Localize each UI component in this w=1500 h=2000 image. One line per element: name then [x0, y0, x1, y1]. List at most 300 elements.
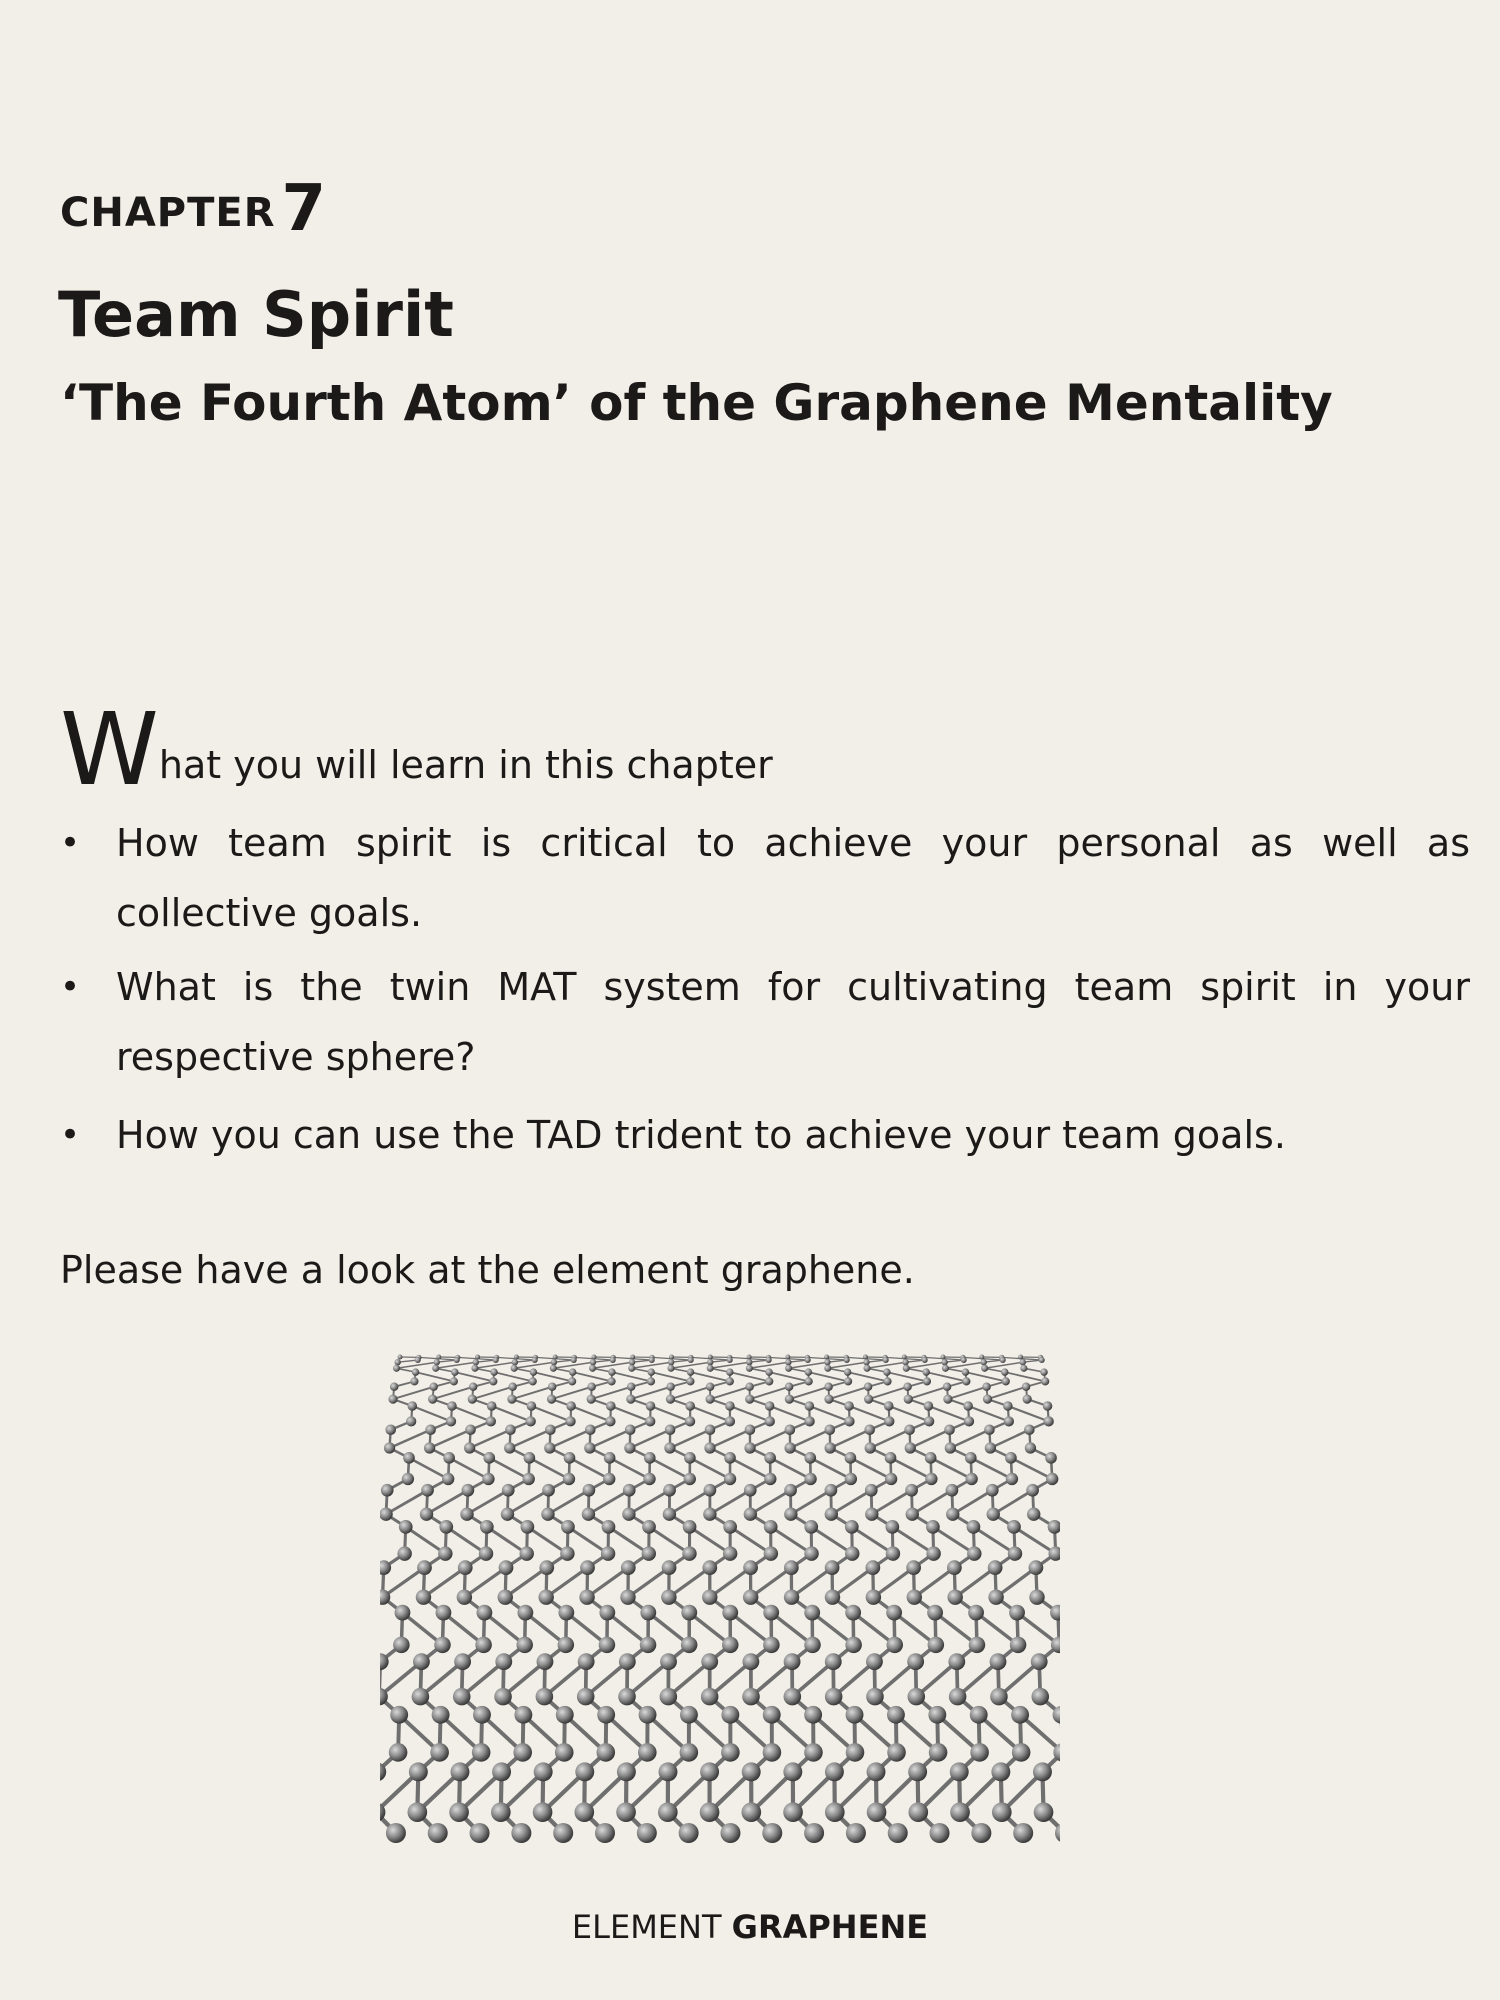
lattice-atom — [1000, 1357, 1006, 1363]
lattice-bond — [945, 1362, 983, 1368]
lattice-atom — [1043, 1401, 1053, 1411]
lattice-atom — [846, 1706, 864, 1724]
lattice-bond — [510, 1430, 551, 1448]
lattice-bond — [533, 1372, 572, 1381]
lattice-atom — [784, 1484, 797, 1497]
lattice-atom — [659, 1762, 678, 1781]
lattice-bond — [950, 1430, 989, 1448]
lattice-atom — [962, 1377, 970, 1385]
lattice-atom — [502, 1484, 515, 1497]
lattice-atom — [1025, 1442, 1036, 1453]
lattice-atom — [765, 1401, 775, 1411]
lattice-atom — [566, 1401, 576, 1411]
lattice-atom — [928, 1706, 946, 1724]
lattice-bond — [470, 1430, 511, 1448]
lattice-bond — [632, 1362, 671, 1368]
lattice-bond — [848, 1372, 888, 1381]
lattice-atom — [765, 1368, 772, 1375]
chapter-subtitle: ‘The Fourth Atom’ of the Graphene Mentality — [60, 374, 1333, 432]
bullet-icon: • — [60, 1115, 81, 1155]
list-item — [60, 952, 1470, 1098]
lattice-atom — [744, 1507, 757, 1520]
lattice-atom — [469, 1383, 477, 1391]
figure-caption — [0, 1908, 1500, 1946]
lattice-atom — [472, 1743, 491, 1762]
lattice-atom — [1004, 1416, 1014, 1426]
lattice-atom — [950, 1802, 970, 1822]
lattice-atom — [564, 1452, 576, 1464]
lattice-atom — [680, 1743, 699, 1762]
lattice-atom — [745, 1424, 756, 1435]
lattice-atom — [722, 1637, 739, 1654]
lattice-atom — [962, 1368, 969, 1375]
lattice-atom — [991, 1762, 1010, 1781]
lattice-atom — [784, 1560, 799, 1575]
lattice-atom — [475, 1637, 492, 1654]
lattice-atoms — [380, 1355, 1060, 1844]
lattice-bond — [931, 1458, 972, 1479]
lattice-atom — [388, 1395, 397, 1404]
lattice-atom — [415, 1357, 421, 1363]
lattice-bond — [512, 1387, 552, 1399]
lattice-atom — [439, 1520, 453, 1534]
lattice-bond — [872, 1490, 912, 1514]
lattice-atom — [947, 1560, 962, 1575]
lattice-atom — [663, 1484, 676, 1497]
lattice-bond — [750, 1387, 789, 1399]
lattice-atom — [417, 1560, 432, 1575]
lattice-atom — [436, 1605, 452, 1621]
lattice-atom — [428, 1823, 448, 1843]
lattice-atom — [473, 1359, 479, 1365]
lattice-bond — [527, 1527, 567, 1554]
lattice-atom — [766, 1357, 772, 1363]
lattice-atom — [493, 1357, 499, 1363]
lattice-atom — [623, 1484, 636, 1497]
lattice-atom — [482, 1473, 494, 1485]
lattice-atom — [680, 1706, 698, 1724]
lattice-atom — [640, 1637, 657, 1654]
lattice-atom — [866, 1688, 884, 1706]
lattice-atom — [498, 1589, 513, 1604]
lattice-atom — [764, 1473, 776, 1485]
lattice-atom — [885, 1452, 897, 1464]
lattice-atom — [886, 1546, 900, 1560]
lattice-atom — [638, 1743, 657, 1762]
lattice-atom — [521, 1520, 535, 1534]
lattice-atom — [580, 1560, 595, 1575]
lattice-atom — [703, 1507, 716, 1520]
lattice-atom — [574, 1802, 594, 1822]
lattice-atom — [763, 1706, 781, 1724]
lattice-atom — [545, 1424, 556, 1435]
lattice-bond — [948, 1387, 987, 1399]
lattice-atom — [537, 1653, 554, 1670]
lattice-atom — [390, 1706, 408, 1724]
lattice-bond — [514, 1362, 554, 1368]
lattice-atom — [453, 1688, 471, 1706]
lattice-bond — [553, 1362, 593, 1368]
lattice-atom — [746, 1359, 752, 1365]
lattice-atom — [985, 1442, 996, 1453]
lattice-atom — [667, 1365, 674, 1372]
lattice-atom — [666, 1383, 674, 1391]
lattice-atom — [679, 1823, 699, 1843]
lattice-atom — [883, 1377, 891, 1385]
lattice-atom — [538, 1589, 553, 1604]
lattice-atom — [489, 1377, 497, 1385]
lattice-atom — [560, 1546, 574, 1560]
lattice-atom — [1048, 1520, 1060, 1534]
lattice-bond — [912, 1490, 952, 1514]
lattice-bond — [430, 1430, 471, 1448]
lattice-bond — [669, 1490, 710, 1514]
lattice-atom — [591, 1355, 596, 1360]
lattice-atom — [1031, 1688, 1049, 1706]
lattice-bond — [588, 1490, 629, 1514]
lattice-bond — [393, 1387, 434, 1399]
lattice-atom — [618, 1688, 636, 1706]
lattice-atom — [925, 1452, 937, 1464]
lattice-atom — [930, 1823, 950, 1843]
lattice-atom — [599, 1637, 616, 1654]
lattice-atom — [1027, 1507, 1040, 1520]
lattice-atom — [884, 1416, 894, 1426]
lattice-atom — [742, 1762, 761, 1781]
lattice-atom — [403, 1452, 415, 1464]
lattice-atom — [804, 1637, 821, 1654]
lattice-atom — [1005, 1452, 1017, 1464]
lattice-atom — [825, 1507, 838, 1520]
lattice-atom — [408, 1401, 418, 1411]
lattice-atom — [845, 1473, 857, 1485]
lattice-atom — [929, 1743, 948, 1762]
lattice-bond — [887, 1372, 927, 1381]
lattice-atom — [561, 1520, 575, 1534]
lattice-atom — [784, 1589, 799, 1604]
lattice-bond — [985, 1362, 1023, 1368]
lattice-atom — [762, 1823, 782, 1843]
lattice-atom — [903, 1383, 911, 1391]
lattice-bond — [750, 1490, 790, 1514]
lattice-atom — [536, 1688, 554, 1706]
lattice-bond — [906, 1362, 944, 1368]
lattice-atom — [451, 1368, 458, 1375]
lattice-bond — [691, 1372, 730, 1381]
lattice-atom — [583, 1484, 596, 1497]
lattice-atom — [924, 1401, 934, 1411]
lattice-atom — [381, 1484, 394, 1497]
lattice-atom — [863, 1355, 868, 1360]
lattice-atom — [845, 1546, 859, 1560]
lattice-atom — [804, 1452, 816, 1464]
lattice-atom — [1033, 1762, 1052, 1781]
lattice-atom — [681, 1637, 698, 1654]
lattice-atom — [487, 1401, 497, 1411]
lattice-atom — [642, 1546, 656, 1560]
lattice-atom — [449, 1802, 469, 1822]
lattice-bond — [455, 1372, 493, 1381]
lattice-atom — [596, 1743, 615, 1762]
lattice-atom — [625, 1424, 636, 1435]
lattice-atom — [941, 1359, 947, 1365]
lattice-atom — [644, 1452, 656, 1464]
lattice-atom — [721, 1743, 740, 1762]
lattice-bond — [492, 1406, 531, 1421]
lattice-atom — [1045, 1452, 1057, 1464]
lattice-atom — [553, 1355, 558, 1360]
lattice-atom — [457, 1589, 472, 1604]
lattice-bond — [993, 1490, 1032, 1514]
lattice-atom — [569, 1368, 576, 1375]
lattice-atom — [825, 1688, 843, 1706]
chapter-title: Team Spirit — [58, 278, 454, 351]
lattice-atom — [964, 1416, 974, 1426]
lattice-atom — [438, 1546, 452, 1560]
lattice-atom — [507, 1395, 516, 1404]
lattice-bond — [591, 1387, 631, 1399]
lattice-atom — [1040, 1368, 1047, 1375]
lattice-atom — [745, 1395, 754, 1404]
lattice-bond — [611, 1406, 650, 1421]
lattice-atom — [597, 1706, 615, 1724]
lattice-atom — [621, 1560, 636, 1575]
lattice-atom — [722, 1605, 738, 1621]
lattice-atom — [783, 1802, 803, 1822]
lattice-atom — [601, 1546, 615, 1560]
lattice-atom — [784, 1442, 795, 1453]
lattice-atom — [923, 1377, 931, 1385]
lattice-bond — [412, 1406, 451, 1421]
lattice-atom — [424, 1442, 435, 1453]
lattice-bond — [790, 1430, 830, 1448]
lattice-atom — [511, 1365, 518, 1372]
lattice-atom — [627, 1383, 635, 1391]
lattice-atom — [845, 1605, 861, 1621]
lattice-atom — [460, 1507, 473, 1520]
lattice-bond — [910, 1430, 949, 1448]
bullet-icon: • — [60, 823, 81, 863]
lattice-atom — [765, 1377, 773, 1385]
lattice-bond — [928, 1406, 969, 1421]
lattice-atom — [605, 1416, 615, 1426]
lattice-atom — [450, 1377, 458, 1385]
lattice-atom — [584, 1442, 595, 1453]
lattice-atom — [413, 1653, 430, 1670]
lattice-atom — [385, 1424, 396, 1435]
lattice-atom — [725, 1401, 735, 1411]
lattice-atom — [575, 1762, 594, 1781]
chapter-number: 7 — [281, 172, 328, 246]
lattice-atom — [681, 1605, 697, 1621]
lattice-bond — [870, 1430, 909, 1448]
lattice-atom — [587, 1395, 596, 1404]
lattice-atom — [902, 1359, 908, 1365]
lattice-atom — [429, 1383, 437, 1391]
lattice-atom — [707, 1359, 713, 1365]
bullet-text: What is the twin MAT system for cultivating team spirit in your respective sphere? — [116, 965, 1470, 1079]
lattice-atom — [1010, 1637, 1027, 1654]
lattice-atom — [393, 1365, 400, 1372]
lattice-atom — [701, 1653, 718, 1670]
lattice-bond — [891, 1458, 932, 1479]
lattice-atom — [1023, 1395, 1032, 1404]
lattice-atom — [606, 1401, 616, 1411]
lattice-bond — [926, 1372, 966, 1381]
lattice-atom — [436, 1355, 441, 1360]
lattice-atom — [639, 1706, 657, 1724]
lattice-atom — [568, 1377, 576, 1385]
lattice-atom — [805, 1377, 813, 1385]
lattice-atom — [922, 1357, 928, 1363]
lattice-atom — [923, 1368, 930, 1375]
lattice-atom — [845, 1452, 857, 1464]
lattice-atom — [1001, 1368, 1008, 1375]
lattice-atom — [629, 1359, 635, 1365]
lattice-atom — [844, 1368, 851, 1375]
lattice-atom — [742, 1653, 759, 1670]
intro-line — [60, 691, 773, 808]
lattice-atom — [432, 1365, 439, 1372]
lattice-atom — [785, 1365, 792, 1372]
lattice-bond — [710, 1490, 750, 1514]
lattice-atom — [984, 1424, 995, 1435]
lattice-bond — [988, 1387, 1027, 1399]
caption-prefix: ELEMENT — [571, 1908, 722, 1946]
lattice-atom — [599, 1605, 615, 1621]
lattice-atom — [447, 1401, 457, 1411]
lattice-atom — [649, 1357, 655, 1363]
lattice-atom — [744, 1442, 755, 1453]
lattice-atom — [658, 1802, 678, 1822]
lattice-atom — [706, 1383, 714, 1391]
lattice-atom — [888, 1823, 908, 1843]
lattice-atom — [904, 1424, 915, 1435]
lattice-atom — [844, 1401, 854, 1411]
lattice-atom — [845, 1520, 859, 1534]
list-item — [60, 808, 1470, 950]
lattice-atom — [407, 1802, 427, 1822]
lattice-atom — [967, 1520, 981, 1534]
lattice-atom — [397, 1546, 411, 1560]
lattice-atom — [783, 1762, 802, 1781]
lattice-atom — [393, 1637, 410, 1654]
lattice-atom — [527, 1401, 537, 1411]
lattice-atom — [590, 1359, 596, 1365]
lattice-atom — [866, 1653, 883, 1670]
lattice-atom — [470, 1823, 490, 1843]
lattice-bond — [750, 1430, 790, 1448]
lattice-atom — [825, 1653, 842, 1670]
lattice-atom — [705, 1424, 716, 1435]
lattice-atom — [434, 1637, 451, 1654]
lattice-atom — [946, 1484, 959, 1497]
bullet-text: How team spirit is critical to achieve your personal as well as collective goals. — [116, 821, 1470, 935]
lattice-bond — [416, 1372, 454, 1381]
lattice-atom — [544, 1442, 555, 1453]
lattice-atom — [990, 1653, 1007, 1670]
lattice-atom — [505, 1424, 516, 1435]
lattice-atom — [947, 1589, 962, 1604]
lattice-atom — [398, 1355, 403, 1360]
lattice-atom — [992, 1802, 1012, 1822]
lattice-atom — [516, 1637, 533, 1654]
lattice-atom — [558, 1637, 575, 1654]
lattice-atom — [944, 1424, 955, 1435]
lattice-atom — [865, 1442, 876, 1453]
lattice-atom — [824, 1383, 832, 1391]
lattice-atom — [526, 1416, 536, 1426]
lattice-atom — [1026, 1484, 1039, 1497]
lattice-bond — [749, 1362, 788, 1368]
lattice-atom — [514, 1355, 519, 1360]
lattice-atom — [785, 1424, 796, 1435]
lattice-atom — [442, 1473, 454, 1485]
lattice-atom — [846, 1823, 866, 1843]
lattice-atom — [965, 1452, 977, 1464]
lattice-atom — [844, 1357, 850, 1363]
lattice-atom — [763, 1605, 779, 1621]
lattice-atom — [1020, 1365, 1027, 1372]
lattice-atom — [1018, 1355, 1023, 1360]
lattice-bond — [730, 1527, 771, 1554]
lattice-atom — [386, 1823, 406, 1843]
lattice-atom — [946, 1507, 959, 1520]
lattice-bond — [608, 1527, 648, 1554]
lattice-bond — [791, 1490, 831, 1514]
lattice-atom — [804, 1473, 816, 1485]
lattice-atom — [704, 1442, 715, 1453]
lattice-atom — [603, 1473, 615, 1485]
lattice-atom — [884, 1401, 894, 1411]
lattice-atom — [720, 1823, 740, 1843]
lattice-atom — [410, 1377, 418, 1385]
lattice-bond — [1005, 1372, 1045, 1381]
lattice-atom — [824, 1365, 831, 1372]
lattice-bond — [590, 1430, 630, 1448]
lattice-atom — [1012, 1743, 1031, 1762]
lattice-atom — [454, 1357, 460, 1363]
chapter-label: CHAPTER — [60, 190, 276, 236]
lattice-atom — [864, 1383, 872, 1391]
lattice-bond — [971, 1458, 1012, 1479]
lattice-atom — [746, 1365, 753, 1372]
lattice-bond — [568, 1527, 608, 1554]
lattice-atom — [666, 1395, 675, 1404]
lattice-atom — [465, 1424, 476, 1435]
lattice-atom — [941, 1355, 946, 1360]
lattice-atom — [846, 1743, 865, 1762]
lattice-atom — [539, 1560, 554, 1575]
lattice-atom — [514, 1706, 532, 1724]
lattice-bond — [472, 1387, 512, 1399]
lattice-bond — [570, 1458, 610, 1479]
lattice-atom — [865, 1507, 878, 1520]
lattice-atom — [602, 1520, 616, 1534]
lattice-atom — [685, 1401, 695, 1411]
lattice-atom — [1002, 1377, 1010, 1385]
lattice-atom — [640, 1605, 656, 1621]
lattice-atom — [979, 1355, 984, 1360]
lattice-atom — [865, 1560, 880, 1575]
lattice-atom — [763, 1637, 780, 1654]
lattice-atom — [542, 1484, 555, 1497]
lattice-atom — [1044, 1416, 1054, 1426]
lattice-atom — [412, 1368, 419, 1375]
lattice-atom — [747, 1355, 752, 1360]
lattice-atom — [582, 1507, 595, 1520]
lattice-atom — [1011, 1706, 1029, 1724]
